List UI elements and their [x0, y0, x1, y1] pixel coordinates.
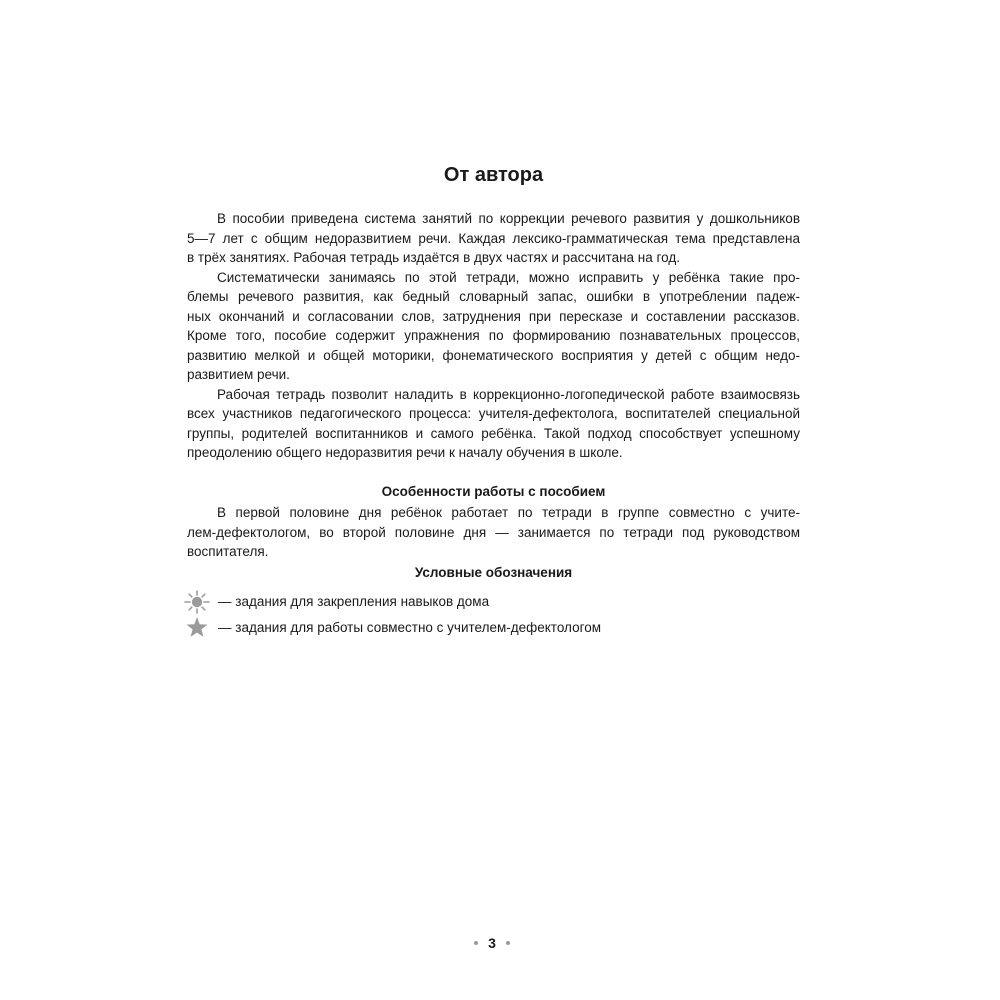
paragraph-line: воспитателя.	[187, 544, 269, 559]
legend-heading: Условные обозначения	[414, 565, 573, 580]
paragraph	[187, 209, 800, 268]
paragraph-line: развитием речи.	[187, 367, 290, 382]
paragraph-line: ных окончаний и согласовании слов, затруднения при пересказе и составлении рассказов.	[187, 308, 800, 324]
paragraph-line: группы, родителей воспитанников и самого ребёнка. Такой подход способствует успешному	[187, 425, 800, 441]
paragraph-line: В первой половине дня ребёнок работает по тетради в группе совместно с учите-	[217, 505, 800, 520]
bullet-dot-icon	[474, 941, 478, 945]
legend-text: — задания для закрепления навыков дома	[218, 594, 490, 610]
paragraph-line: Кроме того, пособие содержит упражнения по формированию познавательных процессов,	[187, 328, 800, 343]
paragraph	[187, 268, 800, 385]
page-number	[452, 933, 532, 953]
page-number-value: 3	[488, 935, 496, 951]
star-icon	[184, 615, 210, 641]
paragraph-line: В пособии приведена система занятий по коррекции речевого развития у дошкольников	[217, 211, 800, 226]
legend-item-home	[184, 589, 489, 615]
paragraph-line: лем-дефектологом, во второй половине дня — занимается по тетради под руководством	[187, 524, 800, 540]
paragraph-line: 5—7 лет с общим недоразвитием речи. Каждая лексико-грамматическая тема представлена	[187, 230, 800, 246]
page-title: От автора	[443, 164, 544, 186]
paragraph-line: в трёх занятиях. Рабочая тетрадь издаётся в двух частях и рассчитана на год.	[187, 250, 680, 265]
legend-text: — задания для работы совместно с учителем-дефектологом	[218, 620, 602, 636]
paragraph-line: развитию мелкой и общей моторики, фонематического восприятия у детей с общим недо-	[187, 347, 800, 363]
paragraph-line: преодолению общего недоразвития речи к началу обучения в школе.	[187, 445, 623, 460]
legend-item-defectologist	[184, 615, 601, 641]
features-heading: Особенности работы с пособием	[381, 484, 606, 499]
paragraph	[187, 385, 800, 463]
intro-text	[187, 209, 800, 463]
sun-icon	[184, 589, 210, 615]
paragraph-line: Систематически занимаясь по этой тетради, можно исправить у ребёнка такие про-	[217, 269, 800, 285]
paragraph-line: всех участников педагогического процесса: учителя-дефектолога, воспитателей специальной	[187, 406, 800, 421]
bullet-dot-icon	[506, 941, 510, 945]
paragraph	[187, 503, 800, 562]
features-text	[187, 503, 800, 562]
paragraph-line: Рабочая тетрадь позволит наладить в коррекционно-логопедической работе взаимосвязь	[217, 386, 800, 402]
paragraph-line: блемы речевого развития, как бедный словарный запас, ошибки в употреблении падеж-	[187, 289, 800, 304]
